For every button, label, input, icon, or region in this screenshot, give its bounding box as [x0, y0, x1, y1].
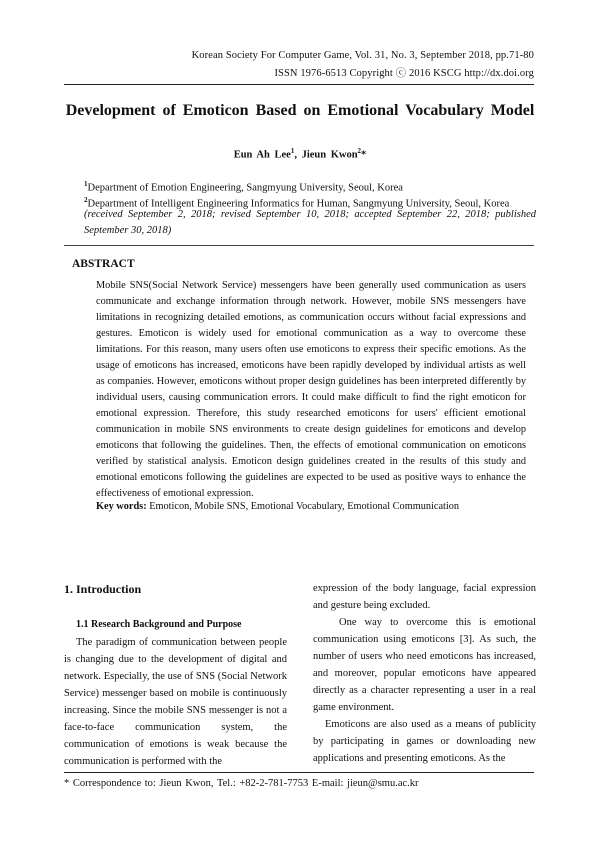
- author-separator: ,: [294, 149, 302, 161]
- correspondence-footnote: * Correspondence to: Jieun Kwon, Tel.: +82-2-781-7753 E-mail: jieun@smu.ac.kr: [64, 778, 419, 789]
- abstract-heading: ABSTRACT: [72, 258, 135, 270]
- left-column: [64, 581, 287, 770]
- abstract-text: Mobile SNS(Social Network Service) messengers have been generally used communication as users communicate and exchange information through network. However, mobile SNS messengers have limitations in recognizing detailed emotions, as communication occurs without facial expressions and gestures. Emoticon is widely used for emotional communication as a way to overcome these limitations. For this reason, many users often use emoticons to express their specific emotions. As the usage of emoticons has increased, emoticons have been rapidly developed by individual artists as well as companies. However, emoticons without proper design guidelines has been interpreted differently by individual users, causing communication errors. It could make difficult to find the right emoticon for emotional expression. Therefore, this study researched emoticons for users' efficient emotional communication in mobile SNS environments to create design guidelines for emoticons and develop emoticons that following the guidelines. Then, the effects of emotional communication on emoticons verified by statistical analysis. Emoticon design guidelines created in the results of this study and emotional emoticons following the guidelines are expected to be used as positive ways to enhance the effectiveness of emotional expression.: [96, 280, 526, 499]
- affiliation-1-text: Department of Emotion Engineering, Sangmyung University, Seoul, Korea: [87, 182, 403, 194]
- subsection-heading: 1.1 Research Background and Purpose: [76, 619, 242, 630]
- author-2: Jieun Kwon: [301, 149, 358, 161]
- keywords-list: Emoticon, Mobile SNS, Emotional Vocabulary, Emotional Communication: [146, 501, 460, 512]
- keywords: [96, 501, 526, 512]
- keywords-label: Key words:: [96, 501, 147, 512]
- affiliation-2-text: Department of Intelligent Engineering Informatics for Human, Sangmyung University, Seoul, Korea: [87, 198, 510, 210]
- affiliation-2-mark: 2: [84, 196, 88, 204]
- footnote-rule: [64, 772, 534, 773]
- abstract-rule: [64, 245, 534, 246]
- author-2-affil-mark: 2: [357, 147, 362, 155]
- left-paragraph: The paradigm of communication between people is changing due to the development of digital and network. Especially, the use of SNS (Social Network Service) messenger based on mobile is continuously increasing. Since the mobile SNS messenger is not a face-to-face communication system, the communication of emotions is weak because the communication is performed with the: [64, 637, 287, 767]
- right-column: [313, 580, 536, 767]
- affiliation-1-mark: 1: [84, 180, 88, 188]
- right-paragraph-2: One way to overcome this is emotional communication using emoticons [3]. As such, the number of users who need emoticons has increased, and moreover, popular emoticons have appeared directly as a character representing a user in a real game environment.: [313, 617, 536, 713]
- corresponding-mark: *: [361, 149, 367, 161]
- author-1: Eun Ah Lee: [233, 149, 291, 161]
- right-paragraph-3: Emoticons are also used as a means of publicity by participating in games or downloading new applications and presenting emoticons. As the: [313, 719, 536, 764]
- publication-dates: (received September 2, 2018; revised September 10, 2018; accepted September 22, 2018; published September 30, 2018): [84, 209, 536, 236]
- journal-issn: ISSN 1976-6513 Copyright ⓒ 2016 KSCG http://dx.doi.org: [274, 68, 534, 79]
- author-1-affil-mark: 1: [290, 147, 295, 155]
- paper-title: Development of Emoticon Based on Emotional Vocabulary Model: [65, 102, 535, 119]
- section-heading: 1. Introduction: [64, 582, 142, 596]
- author-line: [0, 147, 600, 161]
- right-paragraph-1: expression of the body language, facial expression and gesture being excluded.: [313, 583, 536, 611]
- journal-citation: Korean Society For Computer Game, Vol. 31, No. 3, September 2018, pp.71-80: [191, 50, 534, 61]
- abstract-body: [96, 278, 526, 502]
- header-rule: [64, 84, 534, 85]
